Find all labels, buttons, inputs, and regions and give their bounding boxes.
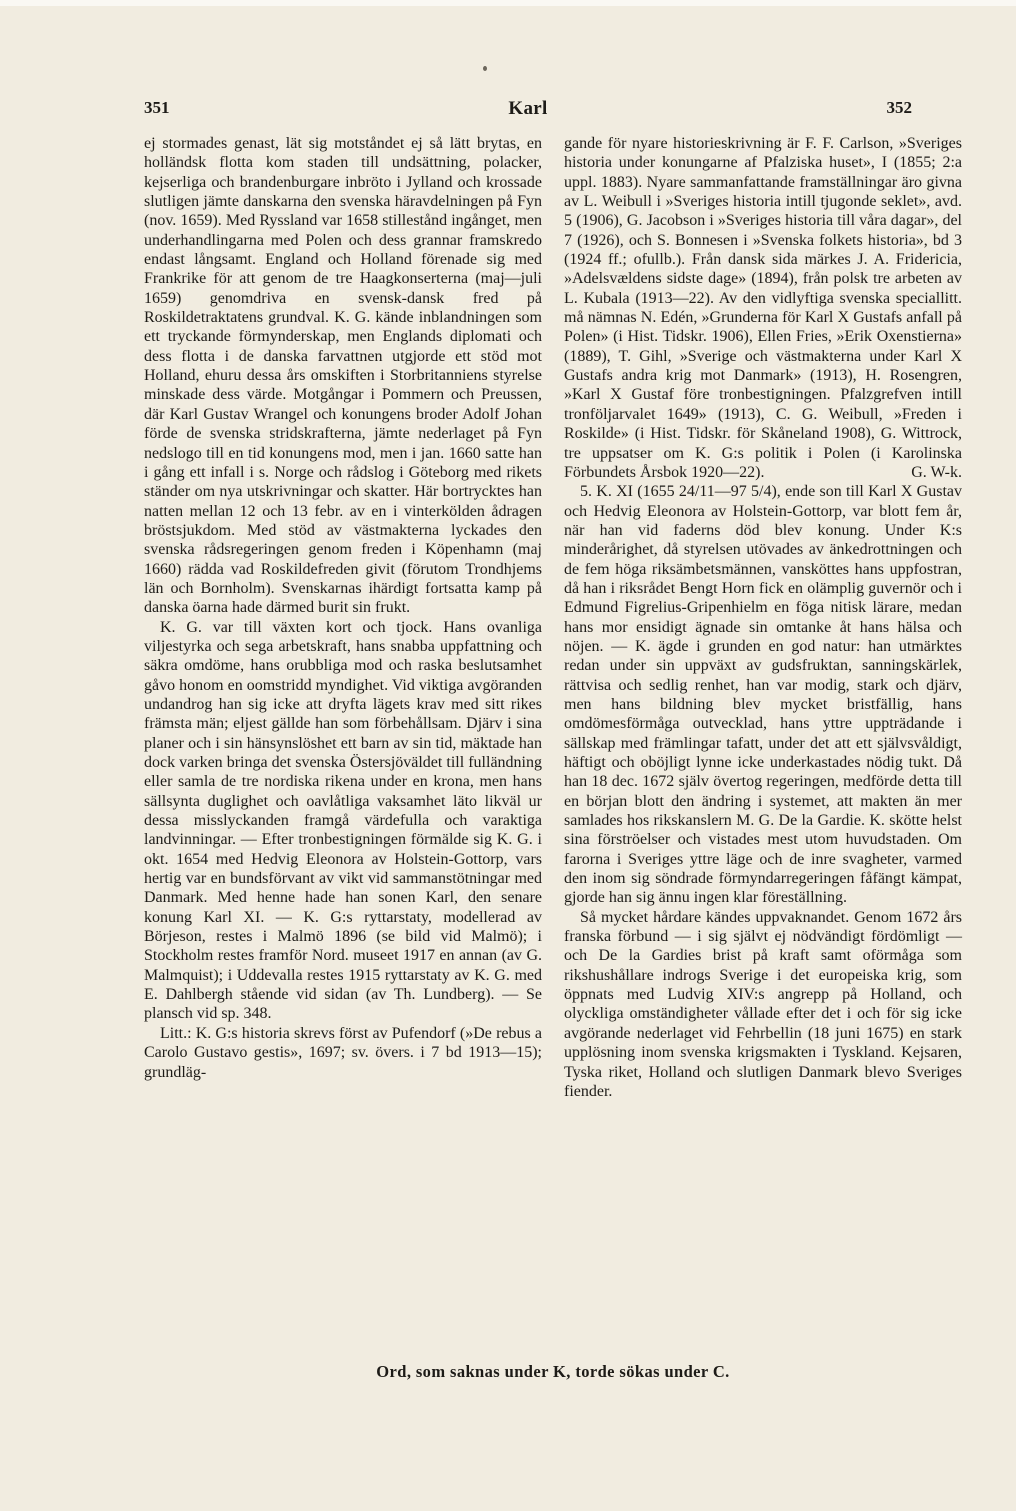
ink-speck: [483, 66, 487, 71]
right-column-number: 352: [886, 98, 912, 117]
paragraph: 5. K. XI (1655 24/11—97 5/4), ende son till Karl X Gustav och Hedvig Eleonora av Holstein-Gottorp, var blott fem år, när han vid faderns död blev konung. Under K:s minderårighet, då styrelsen utövades av änkedrottningen och de fem höga riksämbetsmännen, vansköttes hans uppfostran, då han i riksrådet Bengt Horn fick en olämplig guvernör och i Edmund Figrelius-Gripenhielm en föga nitisk lärare, medan hans mor ensidigt ägnade sin omtanke åt hans hälsa och nöjen. — K. ägde i grunden en god natur: han utmärktes redan under sin uppväxt av gudsfruktan, sanningskärlek, rättvisa och sedlig renhet, han var modig, stark och djärv, men hans bildning blev mycket bristfällig, hans omdömesförmåga outvecklad, hans yttre uppträdande i sällskap med främlingar tafatt, under det att ett självsvåldigt, häftigt och oböjligt lynne icke underkastades nödig tukt. Då han 18 dec. 1672 själv övertog regeringen, medförde detta till en början blott den ändring i systemet, att makten än mer samlades hos rikskanslern M. G. De la Gardie. K. skötte helst sina förströelser och vistades mest utom huvudstaden. Om farorna i Sveriges yttre läge och de inre svagheter, varmed den inom sig söndrade förmyndarregeringen fåfängt kämpat, gjorde han sig ännu ingen klar föreställning.: [564, 483, 962, 907]
paragraph: Så mycket hårdare kändes uppvaknandet. Genom 1672 års franska förbund — i sig självt ej nödvändigt fördömligt — och De la Gardies brist på kraft samt oförmåga som rikshushållare indrogs Sverige i det europeiska krig, som öppnats med Ludvig XIV:s angrepp på Holland, och olyckliga omständigheter vållade efter det i och för sig icke avgörande nederlaget vid Fehrbellin (18 juni 1675) en stark upplösning inom svenska krigsmakten i Tyskland. Kejsaren, Tyska riket, Holland och slutligen Danmark blevo Sveriges fiender.: [564, 908, 962, 1100]
page-header: [144, 98, 912, 124]
author-signature: G. W-k.: [911, 463, 962, 481]
left-column-number: 351: [144, 98, 170, 117]
paragraph: [564, 134, 962, 482]
paragraph: K. G. var till växten kort och tjock. Hans ovanliga viljestyrka och sega arbetskraft, hans snabba uppfattning och säkra omdöme, hans orubbliga mod och raska beslutsamhet gåvo honom en oomstridd myndighet. Vid viktiga avgöranden undandrog han sig icke att dryfta lägets krav med sitt rikes främsta män; eljest gällde han som förbehållsam. Djärv i sina planer och i sin hänsynslöshet ett barn av sin tid, mäktade han dock varken bringa det svenska Östersjöväldet till fulländning eller samla de tre nordiska rikena under en krona, men hans sällsynta duglighet och oavlåtliga vaksamhet läto likväl ur dessa misslyckanden framgå värdefulla och varaktiga landvinningar. — Efter tronbestigningen förmälde sig K. G. i okt. 1654 med Hedvig Eleonora av Holstein-Gottorp, vars hertig var en bundsförvant av vikt vid sammanstötningar med Danmark. Med henne hade han sonen Karl, den senare konung Karl XI. — K. G:s ryttarstaty, modellerad av Börjeson, restes i Malmö 1896 (se bild vid Malmö); i Stockholm restes framför Nord. museet 1917 en annan (av G. Malmquist); i Uddevalla restes 1915 ryttarstaty av K. G. med E. Dahlbergh stående vid sidan (av Th. Lundberg). — Se plansch vid sp. 348.: [144, 618, 542, 1023]
left-text-column: [144, 134, 542, 1082]
footer-note: Ord, som saknas under K, torde sökas under C.: [376, 1362, 730, 1381]
paragraph: ej stormades genast, lät sig motståndet ej så lätt brytas, en holländsk flotta kom staden till undsättning, polacker, kejserliga och brandenburgare inbröto i Jylland och krossade slutligen jämte danskarna den svenska häravdelningen på Fyn (nov. 1659). Med Ryssland var 1658 stillestånd ingånget, men underhandlingarna med Polen och dess grannar framskredo endast långsamt. England och Holland förenade sig med Frankrike för att genom de tre Haagkonserterna (maj—juli 1659) genomdriva en svensk-dansk fred på Roskildetraktatens grundval. K. G. kände inblandningen som ett tryckande förmynderskap, men Englands diplomati och dess flotta i de danska farvattnen utgjorde ett stöd mot Holland, ehuru dessa års omskiften i Storbritanniens styrelse minskade dess värde. Motgångar i Pommern och Preussen, där Karl Gustav Wrangel och konungens broder Adolf Johan förde de svenska stridskrafterna, jämte nederlaget på Fyn nedslogo till en tid konungens mod, men i jan. 1660 satte han i gång ett infall i s. Norge och rådslog i Göteborg med rikets ständer om nya utskrivningar och skatter. Här bortrycktes han natten mellan 12 och 13 febr. av en i vinterkölden ådragen bröstsjukdom. Med stöd av västmakterna lyckades den svenska rådsregeringen genom freden i Köpenhamn (maj 1660) rädda vad Roskildefreden givit (förutom Trondhjems län och Bornholm). Svenskarnas ihärdigt fortsatta kamp på danska öarna hade därmed burit sin frukt.: [144, 135, 542, 617]
right-text-column: [564, 134, 962, 1101]
paragraph-text: gande för nyare historieskrivning är F. F. Carlson, »Sveriges historia under konungarne af Pfalziska huset», I (1855; 2:a uppl. 1883). Nyare sammanfattande framställningar äro givna av L. Weibull i »Sveriges historia intill tjugonde seklet», avd. 5 (1906), G. Jacobson i »Sveriges historia till våra dagar», del 7 (1926), och S. Bonnesen i »Svenska folkets historia», bd 3 (1924 ff.; ofullb.). Från dansk sida märkes J. A. Fridericia, »Adelsvældens sidste dage» (1894), från polsk tre arbeten av L. Kubala (1913—22). Av den vidlyftiga svenska speciallitt. må nämnas N. Edén, »Grunderna för Karl X Gustafs anfall på Polen» (i Hist. Tidskr. 1906), Ellen Fries, »Erik Oxenstierna» (1889), T. Gihl, »Sverige och västmakterna under Karl X Gustafs andra krig mot Danmark» (1913), H. Rosengren, »Karl X Gustaf före tronbestigningen. Pfalzgrefven intill tronföljarvalet 1649» (1913), C. G. Weibull, »Freden i Roskilde» (i Hist. Tidskr. för Skåneland 1908), G. Wittrock, tre uppsatser om K. G:s politik i Polen (i Karolinska Förbundets Årsbok 1920—22).: [564, 135, 962, 481]
paper-edge: [0, 0, 1016, 6]
paragraph: Litt.: K. G:s historia skrevs först av Pufendorf (»De rebus a Carolo Gustavo gestis», 1697; sv. övers. i 7 bd 1913—15); grundläg-: [144, 1024, 542, 1081]
running-head: Karl: [508, 98, 548, 119]
